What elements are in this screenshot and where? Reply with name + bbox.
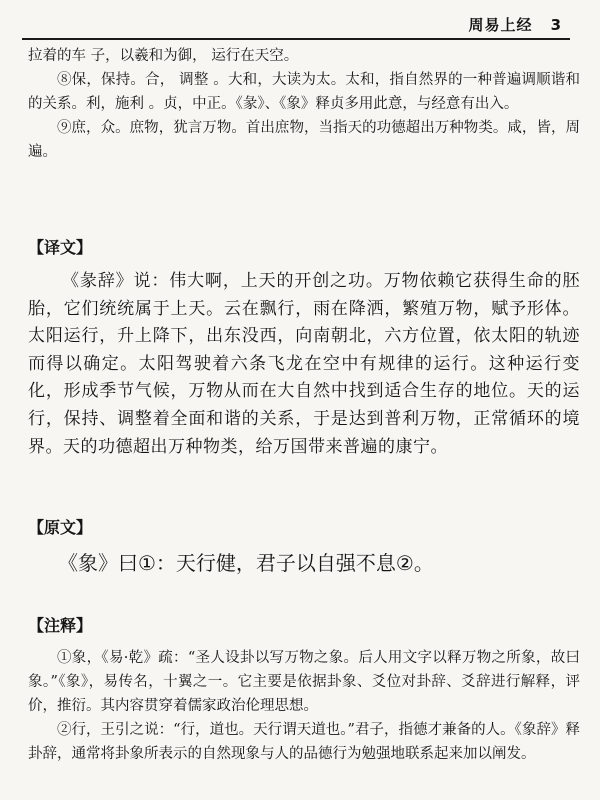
page-number: 3 xyxy=(550,16,562,34)
translation-section xyxy=(28,236,580,461)
note-9: ⑨庶，众。庶物，犹言万物。首出庶物，当指天的功德超出万种物类。咸，皆，周遍。 xyxy=(28,120,580,160)
header-rule xyxy=(22,38,570,40)
annotations-section xyxy=(28,614,580,766)
running-header xyxy=(469,14,562,35)
note-8: ⑧保，保持。合， 调整 。大和，大读为太。太和，指自然界的一种普遍调顺谐和的关系。利，施利 。贞，中正。《彖》、《象》释贞多用此意，与经意有出入。 xyxy=(28,72,580,112)
translation-body: 《彖辞》说：伟大啊，上天的开创之功。万物依赖它获得生命的胚胎，它们统统属于上天。云在飘行，雨在降洒，繁殖万物，赋予形体。太阳运行，升上降下，出东没西，向南朝北，六方位置，依太阳的轨迹而得以确定。太阳驾驶着六条飞龙在空中有规律的运行。这种运行变化，形成季节气候，万物从而在大自然中找到适合生存的地位。天的运行，保持、调整着全面和谐的关系，于是达到普利万物，正常循环的境界。天的功德超出万种物类，给万国带来普遍的康宁。 xyxy=(28,271,580,457)
translation-heading: 【译文】 xyxy=(28,238,93,257)
original-text-section xyxy=(28,516,580,578)
original-text-line: 《象》曰①：天行健，君子以自强不息②。 xyxy=(58,551,434,575)
original-text-heading: 【原文】 xyxy=(28,518,93,537)
annotation-2: ②行，王引之说：“行，道也。天行谓天道也。”君子，指德才兼备的人。《象辞》释卦辞，通常将卦象所表示的自然现象与人的品德行为勉强地联系起来加以阐发。 xyxy=(28,722,580,762)
notes-continued-section xyxy=(28,44,580,164)
annotations-heading: 【注释】 xyxy=(28,616,93,635)
running-header-title: 周易上经 xyxy=(468,16,533,34)
note-continuation-line: 拉着的车 子，以羲和为御， 运行在天空。 xyxy=(28,48,299,64)
annotation-1: ①象，《易·乾》疏：“圣人设卦以写万物之象。后人用文字以释万物之所象，故曰象。”《象》，易传名，十翼之一。它主要是依据卦象、爻位对卦辞、爻辞进行解释，评价，推衍。其内容贯穿着儒家政治伦理思想。 xyxy=(28,650,580,714)
